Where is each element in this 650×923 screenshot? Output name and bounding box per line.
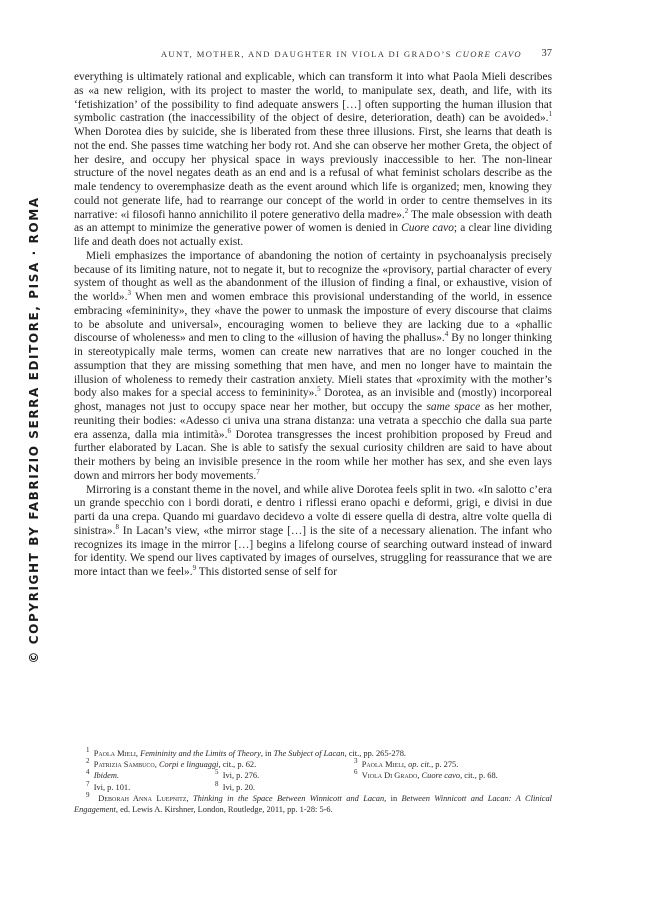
footnotes — [74, 748, 552, 815]
body-text — [74, 71, 552, 580]
footnote-ref: 7 — [256, 467, 260, 476]
footnote-6: $^6$ Viola Di Grado, Cuore cavo, cit., p. 68. — [354, 768, 498, 781]
footnote-2: $^2$ Patrizia Sambuco, Corpi e linguaggi, cit., p. 62. — [86, 757, 257, 770]
footnote-ref: 1 — [548, 110, 552, 119]
footnote-ref: 8 — [115, 522, 119, 531]
footnote-7: $^7$ Ivi, p. 101. — [86, 779, 131, 792]
footnote-5: $^5$ Ivi, p. 276. — [215, 768, 260, 781]
footnote-ref: 4 — [444, 330, 449, 339]
footnote-ref: 9 — [192, 564, 197, 573]
footnote-ref: 5 — [317, 385, 321, 394]
copyright-notice — [27, 170, 41, 690]
paragraph-1: everything is ultimately rational and explicable, which can transform it into what Paola Mieli describes as «a new religion, with its project to master the world, to manipulate sex, death, and life, with its ‘fetishization’ of the possibility to find adequate answers […] often supporting the human illusion that symbolic castration (the inaccessibility of the object of desire, deterioration, death) can be avoided».$^1$ When Dorotea dies by suicide, she is liberated from these three illusions. First, she learns that death is not the end. She passes time watching her body rot. And she can observe her mother Greta, the object of her desire, and occupy her physical space in ways previously inaccessible to her. The non-linear structure of the novel negates death as an end and is a refusal of what feminist scholars describe as the male tendency to overemphasize death as the event around which life is organized; men, knowing they could not generate life, had to rearrange our concept of the world in order to centre themselves in its narrative: «i filosofi hanno annichilito il potere generativo della madre».$^2$ The male obsession with death as an attempt to minimize the generative power of women is denied in Cuore cavo; a clear line dividing life and death does not actually exist. — [74, 71, 552, 248]
footnote-row — [74, 759, 552, 770]
footnote-ref: 6 — [227, 426, 231, 435]
running-title-italic: CUORE CAVO — [455, 49, 522, 59]
footnote-1: $^1$ Paola Mieli, Femininity and the Limits of Theory, in The Subject of Lacan, cit., pp. 265-278. — [86, 746, 406, 758]
footnote-ref: 2 — [404, 206, 409, 215]
paragraph-2: Mieli emphasizes the importance of abandoning the notion of certainty in psychoanalysis precisely because of its limiting nature, not to negate it, but to recognize the «provisory, partial character of every system of thought as well as the abandonment of the illusion of finding a final, or exhaustive, vision of the world».$^3$ When men and women embrace this provisional understanding of the world, in essence embracing «femininity», they «have the power to unmask the imposture of every discourse that claims to be absolute and universal», encouraging women to believe they are lacking due to a «phallic discourse of wholeness» and men to cling to the «illusion of having the phallus».$^4$ By no longer thinking in stereotypically male terms, women can create new narratives that are no longer couched in the assumption that they are missing something that men have, and men no longer have to maintain the illusion of wholeness to remedy their castration anxiety. Mieli states that «proximity with the mother’s body also makes for a special access to femininity».$^5$ Dorotea, as an invisible and (mostly) incorporeal ghost, manages not just to occupy space near her mother, but occupy the same space as her mother, reuniting their bodies: «Adesso ci univa una strana distanza: una vetrata a specchio che dalla sua parte era assenza, dalla mia intimità».$^6$ Dorotea transgresses the incest prohibition proposed by Freud and further elaborated by Lacan. She is able to satisfy the sexual curiosity children are said to have about their mothers by being an invisible presence in the room while her mother has sex, and she even lays down and mirrors her body movements.$^7$ — [74, 249, 553, 482]
footnote-3: $^3$ Paola Mieli, op. cit., p. 275. — [354, 757, 459, 770]
footnote-ref: 3 — [127, 289, 131, 298]
footnote-row — [74, 748, 552, 759]
running-title: AUNT, MOTHER, AND DAUGHTER IN VIOLA DI GRADO’S CUORE CAVO — [160, 49, 522, 59]
footnote-9: $^9$ Deborah Anna Luepnitz, Thinking in the Space Between Winnicott and Lacan, in Between Winnicott and Lacan: A Clinical Engagement, ed. Lewis A. Kirshner, London, Routledge, 2011, pp. 1-28: 5-6. — [74, 790, 553, 814]
paragraph-3: Mirroring is a constant theme in the novel, and while alive Dorotea feels split in two. «In salotto c’era un grande specchio con i bordi dorati, e dentro i riflessi erano opachi e deformi, grigi, e divisi in due parti da una crepa. Quando mi guardavo decidevo a volte di essere quella di destra, altre volte quella di sinistra».$^8$ In Lacan’s view, «the mirror stage […] is the site of a necessary alienation. The infant who recognizes its image in the mirror […] begins a lifelong course of searching outward instead of inward for identity. We spend our lives captivated by images of ourselves, struggling for reassurance that we are more intact than we feel».$^9$ This distorted sense of self for — [74, 483, 552, 578]
footnote-row — [74, 779, 552, 793]
footnote-row — [74, 770, 552, 781]
footnote-8: $^8$ Ivi, p. 20. — [215, 779, 256, 792]
copyright-text: © COPYRIGHT BY FABRIZIO SERRA EDITORE, PISA · ROMA — [27, 196, 41, 664]
page-number: 37 — [541, 48, 552, 59]
footnote-4: $^4$ Ibidem. — [86, 768, 120, 781]
